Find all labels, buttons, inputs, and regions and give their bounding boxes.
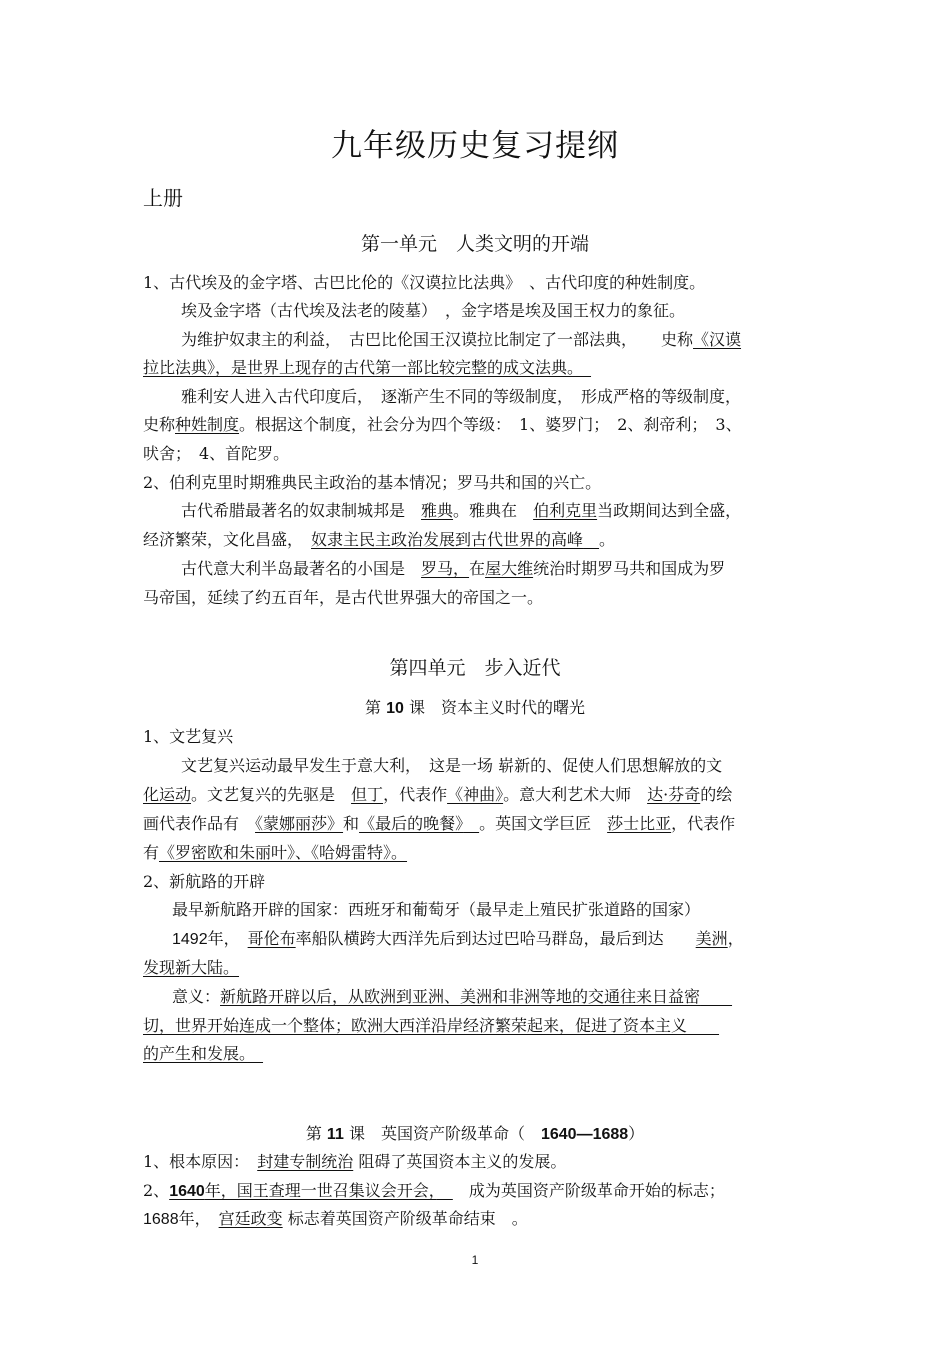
section-renaissance: 1、文艺复兴	[143, 727, 234, 746]
new-routes-line-4	[172, 986, 732, 1008]
underlined-text: 《罗密欧和朱丽叶》、《哈姆雷特》。	[159, 843, 408, 862]
renaissance-line-1: 文艺复兴运动最早发生于意大利， 这是一场 崭新的、促使人们思想解放的文	[181, 756, 723, 775]
revolution-line-1	[143, 1151, 566, 1173]
text: 。英国文学巨匠	[479, 814, 592, 833]
text: 第	[305, 1124, 322, 1143]
text: ，	[727, 929, 744, 948]
unit1-line-2: 埃及金字塔（古代埃及法老的陵墓） ，金字塔是埃及国王权力的象征。	[181, 301, 686, 320]
underlined-text: 的产生和发展。	[143, 1044, 248, 1063]
unit1-line-7: 吠舍； 4、首陀罗。	[143, 444, 290, 463]
text: 意义：	[172, 987, 221, 1006]
page-number: 1	[471, 1253, 479, 1267]
text: 古代希腊最著名的奴隶制城邦是	[181, 501, 406, 520]
underlined-text: 切，世界开始连成一个整体；欧洲大西洋沿岸经济繁荣起来，促进了资本主义	[143, 1016, 688, 1035]
text: 统治时期罗马共和国成为罗	[533, 559, 726, 578]
unit1-heading: 第一单元 人类文明的开端	[360, 233, 589, 255]
lesson-number: 10	[386, 700, 404, 717]
underlined-text: 但丁	[351, 785, 384, 804]
lesson11-heading	[0, 1121, 950, 1144]
text: ，代表作	[671, 814, 736, 833]
underlined-text: 宫廷政变	[218, 1209, 283, 1228]
revolution-line-2	[143, 1180, 725, 1203]
text: 课 资本主义时代的曙光	[408, 698, 585, 717]
renaissance-line-2	[143, 784, 732, 806]
underlined-text: 发现新大陆。	[143, 958, 240, 977]
text: 古代意大利半岛最著名的小国是	[181, 559, 406, 578]
text: 有	[143, 843, 160, 862]
underlined-text: 拉比法典》，是世界上现存的古代第一部比较完整的成文法典。	[143, 358, 576, 377]
volume-label: 上册	[143, 186, 183, 210]
text: ）	[628, 1124, 645, 1143]
text: 。	[599, 530, 616, 549]
text: 经济繁荣，文化昌盛，	[143, 530, 312, 549]
text: 的绘	[700, 785, 733, 804]
year: 1688	[143, 1211, 179, 1228]
underlined-text: 《汉谟	[693, 330, 742, 349]
text: 和	[343, 814, 360, 833]
text: 2、	[143, 1181, 170, 1200]
text: 。文艺复兴的先驱是	[191, 785, 336, 804]
unit1-line-12: 马帝国，延续了约五百年，是古代世界强大的帝国之一。	[143, 588, 544, 607]
underlined-text: 哥伦布	[247, 929, 296, 948]
new-routes-line-5	[143, 1015, 719, 1037]
text: ，代表作	[383, 785, 448, 804]
underlined-text: 莎士比亚	[607, 814, 672, 833]
text: 1、根本原因：	[143, 1152, 242, 1171]
unit1-line-10	[143, 529, 615, 551]
text: 成为英国资产阶级革命开始的标志；	[468, 1181, 725, 1200]
lesson10-heading	[0, 695, 950, 718]
underlined-text: 伯利克里	[533, 501, 598, 520]
text: 史称	[143, 415, 176, 434]
text: 年，	[207, 929, 232, 948]
new-routes-line-3	[143, 957, 239, 979]
text: 课 英国资产阶级革命（	[348, 1124, 525, 1143]
underlined-text: 新航路开辟以后，从欧洲到亚洲、美洲和非洲等地的交通往来日益密	[220, 987, 701, 1006]
underlined-text: 美洲	[695, 929, 728, 948]
unit1-line-8: 2、伯利克里时期雅典民主政治的基本情况；罗马共和国的兴亡。	[143, 473, 602, 492]
underlined-text: 《神曲》	[447, 785, 504, 804]
section-new-routes: 2、新航路的开辟	[143, 872, 266, 891]
underlined-text: 年，国王	[204, 1181, 269, 1200]
underlined-text: 化运动	[143, 785, 192, 804]
new-routes-line-6	[143, 1043, 263, 1065]
unit1-line-1: 1、古代埃及的金字塔、古巴比伦的《汉谟拉比法典》 、古代印度的种姓制度。	[143, 273, 706, 292]
unit1-line-9	[181, 500, 741, 522]
text: 为维护奴隶主的利益， 古巴比伦国王汉谟拉比制定了一部法典， 史称	[181, 330, 694, 349]
text: 年，	[178, 1209, 203, 1228]
underlined-text: 《蒙娜丽莎》	[255, 814, 344, 833]
text: 画代表作品有	[143, 814, 240, 833]
year: 1640	[169, 1183, 205, 1200]
text: 当政期间达到全盛，	[597, 501, 742, 520]
document-title: 九年级历史复习提纲	[331, 128, 619, 164]
underlined-text: 罗马，	[421, 559, 470, 578]
text: 标志着英国资产阶级革命结束 。	[287, 1209, 528, 1228]
text: 在	[469, 559, 486, 578]
underlined-text: 种姓制度	[175, 415, 240, 434]
unit1-line-3	[181, 329, 741, 351]
unit1-line-4	[143, 357, 591, 379]
text: 。意大利艺术大师	[503, 785, 632, 804]
text: 第	[364, 698, 381, 717]
new-routes-line-2	[172, 928, 744, 951]
unit4-heading: 第四单元 步入近代	[389, 657, 561, 679]
underlined-text: 《最后的晚餐》	[359, 814, 464, 833]
underlined-text: 封建专制统治	[257, 1152, 354, 1171]
underlined-text: 查理一世召集议会开会，	[268, 1181, 437, 1200]
renaissance-line-4	[143, 842, 407, 864]
unit1-line-6	[143, 414, 742, 436]
lesson-number: 11	[326, 1126, 344, 1143]
renaissance-line-3	[143, 813, 735, 835]
new-routes-line-1: 最早新航路开辟的国家：西班牙和葡萄牙（最早走上殖民扩张道路的国家）	[172, 900, 701, 919]
underlined-text: 达·芬奇	[647, 785, 701, 804]
text: 阻碍了英国资本主义的发展。	[358, 1152, 567, 1171]
year-range: 1640—1688	[540, 1126, 629, 1143]
year: 1492	[172, 931, 208, 948]
underlined-text: 奴隶主民主政治发展到古代世界的高峰	[311, 530, 584, 549]
text: 。根据这个制度，社会分为四个等级： 1、婆罗门； 2、刹帝利； 3、	[239, 415, 742, 434]
underlined-text: 屋大维	[485, 559, 534, 578]
unit1-line-5: 雅利安人进入古代印度后， 逐渐产生不同的等级制度， 形成严格的等级制度，	[181, 387, 742, 406]
text: 。雅典在	[453, 501, 518, 520]
revolution-line-3	[143, 1208, 528, 1231]
text: 率船队横跨大西洋先后到达过巴哈马群岛，最后到达	[295, 929, 664, 948]
underlined-text: 雅典	[421, 501, 454, 520]
unit1-line-11	[181, 558, 725, 580]
